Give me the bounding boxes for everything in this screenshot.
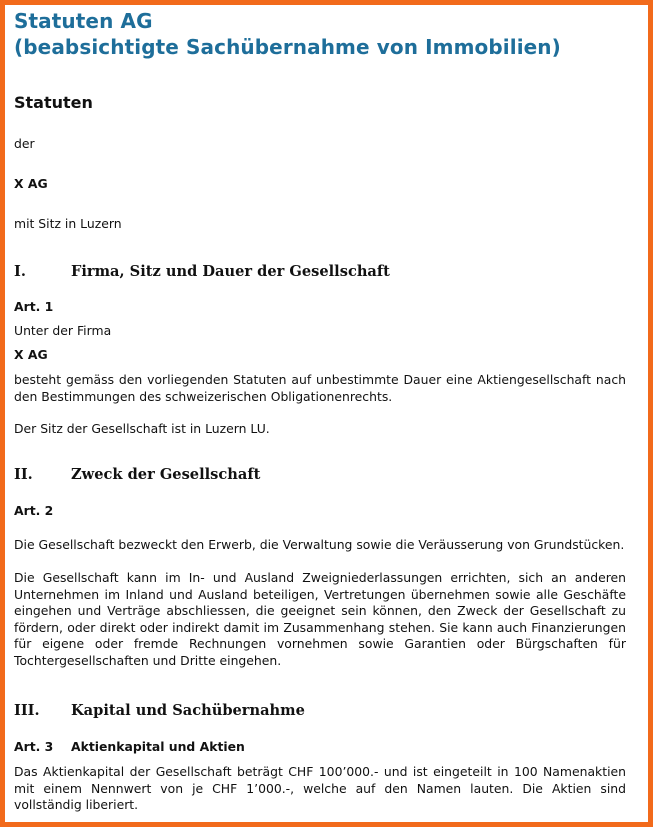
article-3-label: Art. 3 xyxy=(14,739,54,754)
seat-text: mit Sitz in Luzern xyxy=(14,216,122,231)
section-2-number: II. xyxy=(14,466,33,483)
document-title xyxy=(14,8,626,60)
statuten-heading: Statuten xyxy=(14,93,93,112)
article-1-label: Art. 1 xyxy=(14,299,54,314)
article-1-paragraph-2: Der Sitz der Gesellschaft ist in Luzern LU. xyxy=(14,421,270,436)
article-1-paragraph-1: besteht gemäss den vorliegenden Statuten auf unbestimmte Dauer eine Aktiengesellschaft nach den Bestimmungen des schweizerischen Obligationenrechts. xyxy=(14,372,626,404)
section-1-heading xyxy=(14,263,634,280)
article-1-company: X AG xyxy=(14,347,48,362)
article-3-title: Aktienkapital und Aktien xyxy=(71,739,245,754)
title-line-1: Statuten AG xyxy=(14,9,153,33)
company-name: X AG xyxy=(14,176,48,191)
title-line-2: (beabsichtigte Sachübernahme von Immobilien) xyxy=(14,35,561,59)
section-3-number: III. xyxy=(14,702,40,719)
der-text: der xyxy=(14,136,35,151)
article-1-intro: Unter der Firma xyxy=(14,323,112,338)
section-3-heading xyxy=(14,702,634,719)
section-1-number: I. xyxy=(14,263,26,280)
section-2-heading xyxy=(14,466,634,483)
article-2-label: Art. 2 xyxy=(14,503,54,518)
article-3-heading xyxy=(14,739,626,756)
article-2-paragraph-2: Die Gesellschaft kann im In- und Ausland Zweigniederlassungen errichten, sich an anderen Unternehmen im Inland und Ausland beteiligen, Vertretungen übernehmen sowie alle Geschäfte eingehen und Verträge abschliessen, die geeignet sein können, den Zweck der Gesellschaft zu fördern, oder direkt oder indirekt damit im Zusammenhang stehen. Sie kann auch Finanzierungen für eigene oder fremde Rechnungen vornehmen sowie Garantien oder Bürgschaften für Tochtergesellschaften und Dritte eingehen. xyxy=(14,570,626,668)
section-1-title: Firma, Sitz und Dauer der Gesellschaft xyxy=(71,263,390,280)
document-body xyxy=(14,8,626,813)
article-2-paragraph-1: Die Gesellschaft bezweckt den Erwerb, die Verwaltung sowie die Veräusserung von Grundstücken. xyxy=(14,537,625,552)
article-3-paragraph-1: Das Aktienkapital der Gesellschaft beträgt CHF 100’000.- und ist eingeteilt in 100 Namenaktien mit einem Nennwert von je CHF 1’000.-, welche auf den Namen lauten. Die Aktien sind vollständig liberiert. xyxy=(14,764,626,813)
section-3-title: Kapital und Sachübernahme xyxy=(71,702,305,719)
section-2-title: Zweck der Gesellschaft xyxy=(71,466,261,483)
